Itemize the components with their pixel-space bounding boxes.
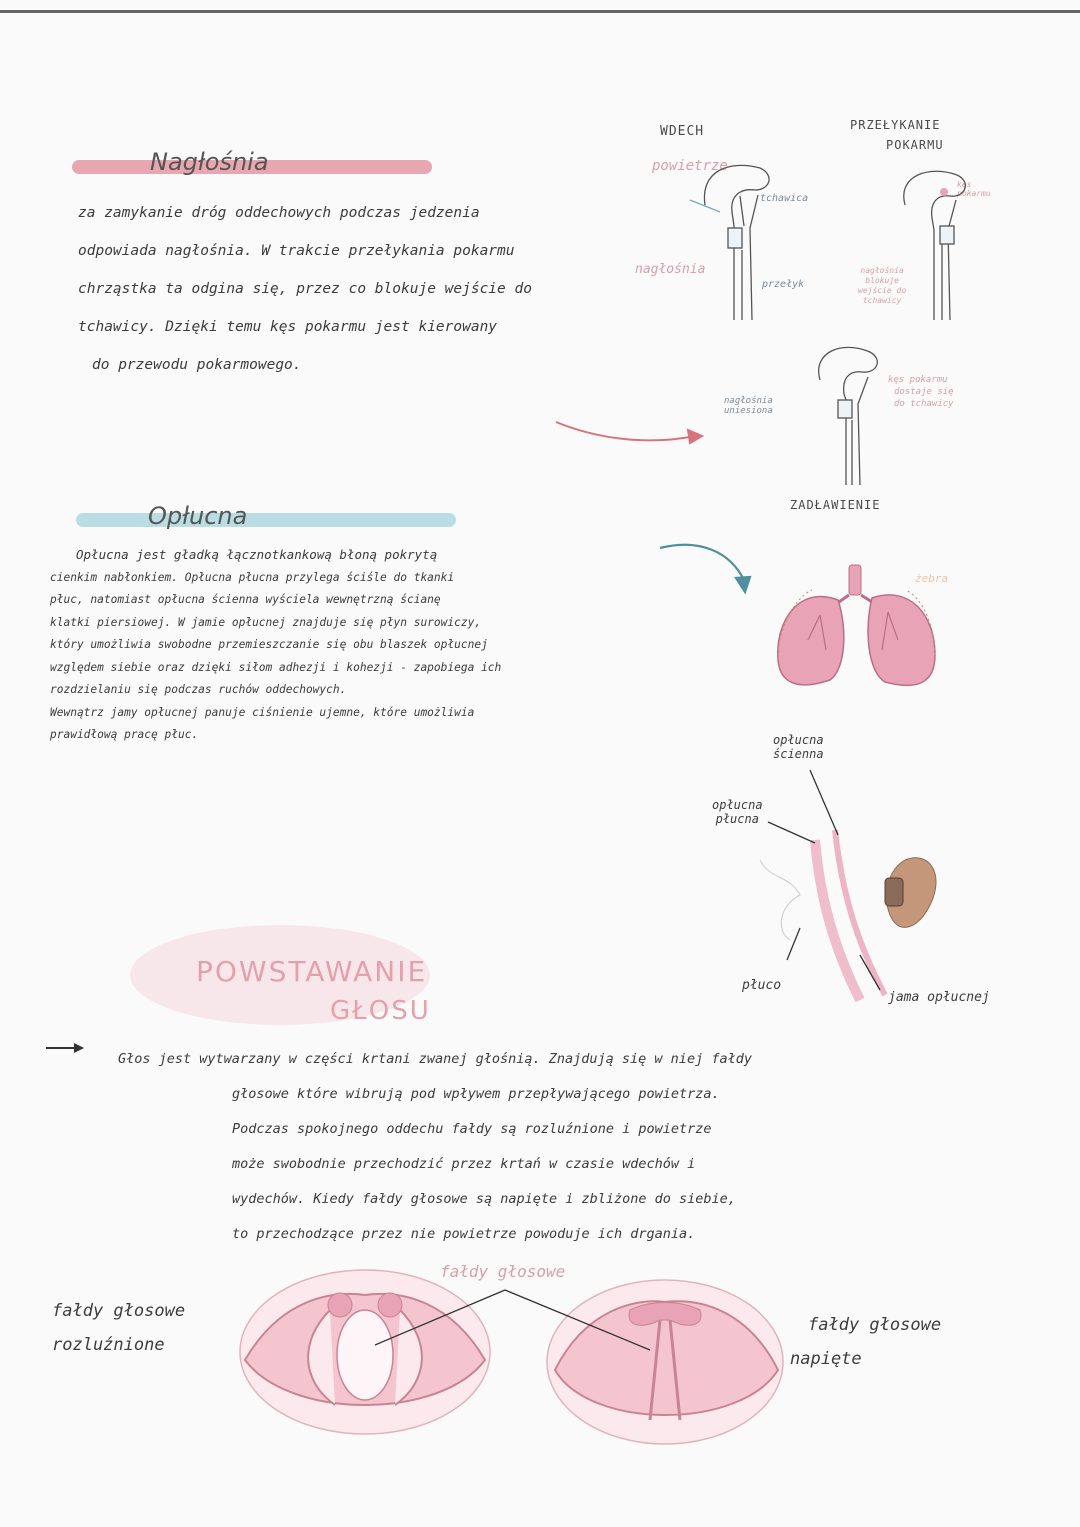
oplucna-line: który umożliwia swobodne przemieszczanie się obu blaszek opłucnej — [50, 638, 488, 651]
naglosnia-title: Nagłośnia — [150, 148, 269, 176]
oplucna-line: rozdzielaniu się podczas ruchów oddechowych. — [50, 683, 347, 696]
label-scienna-line: ścienna — [773, 747, 824, 761]
label-blokuje-line: wejście do — [858, 286, 907, 295]
label-faldy-center: fałdy głosowe — [440, 1262, 566, 1281]
label-blokuje-line: nagłośnia — [860, 266, 904, 275]
label-powietrze: powietrze — [652, 158, 728, 174]
label-napiete-line: napięte — [790, 1349, 862, 1369]
oplucna-line: względem siebie oraz dzięki siłom adhezji i kohezji - zapobiega ich — [50, 660, 502, 674]
glos-line: Głos jest wytwarzany w części krtani zwanej głośnią. Znajdują się w niej fałdy — [118, 1051, 752, 1067]
folds-tense — [547, 1280, 783, 1444]
label-pluco: płuco — [742, 978, 782, 993]
label-plucna-line: opłucna — [712, 798, 763, 812]
label-dostaje-line: kęs pokarmu — [888, 375, 948, 385]
glos-title-line2: GŁOSU — [330, 996, 431, 1026]
wdech-title: WDECH — [660, 124, 705, 139]
label-kes-line: kęs — [957, 180, 972, 189]
label-naglosnia: nagłośnia — [635, 262, 706, 277]
naglosnia-line: odpowiada nagłośnia. W trakcie przełykania pokarmu — [78, 243, 515, 259]
label-rozluznione-line: fałdy głosowe — [52, 1301, 186, 1321]
glos-line: wydechów. Kiedy fałdy głosowe są napięte i zbliżone do siebie, — [232, 1191, 736, 1207]
label-rozluznione-line: rozluźnione — [52, 1335, 165, 1355]
glos-line: to przechodzące przez nie powietrze powoduje ich drgania. — [232, 1226, 696, 1242]
oplucna-line: Opłucna jest gładką łącznotkankową błoną pokrytą — [76, 547, 438, 562]
przelykanie-title-line2: POKARMU — [886, 138, 944, 152]
oplucna-line: klatki piersiowej. W jamie opłucnej znajduje się płyn surowiczy, — [50, 615, 482, 629]
glos-line: Podczas spokojnego oddechu fałdy są rozluźnione i powietrze — [232, 1121, 712, 1137]
naglosnia-line: chrząstka ta odgina się, przez co blokuje wejście do — [78, 281, 532, 297]
label-przelyk: przełyk — [762, 279, 805, 290]
naglosnia-line: za zamykanie dróg oddechowych podczas jedzenia — [78, 205, 480, 221]
naglosnia-line: do przewodu pokarmowego. — [92, 357, 302, 373]
oplucna-line: płuc, natomiast opłucna ścienna wyściela wewnętrzną ścianę — [50, 593, 441, 606]
label-scienna-line: opłucna — [773, 733, 824, 747]
label-jama-oplucnej: jama opłucnej — [888, 990, 990, 1005]
naglosnia-line: tchawicy. Dzięki temu kęs pokarmu jest kierowany — [78, 319, 498, 335]
glos-line: może swobodnie przechodzić przez krtań w czasie wdechów i — [232, 1156, 696, 1172]
label-plucna-line: płucna — [715, 812, 759, 826]
label-blokuje-line: tchawicy — [862, 296, 902, 305]
przelykanie-title-line1: PRZEŁYKANIE — [850, 118, 941, 132]
label-napiete-line: fałdy głosowe — [808, 1315, 942, 1335]
folds-relaxed — [240, 1270, 490, 1434]
oplucna-line: prawidłową pracę płuc. — [50, 728, 199, 741]
glos-title-line1: POWSTAWANIE — [196, 955, 428, 988]
label-kes-line: pokarmu — [957, 189, 991, 198]
oplucna-title: Opłucna — [148, 502, 248, 530]
label-uniesiona-line: nagłośnia — [724, 396, 773, 406]
glos-line: głosowe które wibrują pod wpływem przepływającego powietrza. — [232, 1086, 720, 1102]
label-dostaje-line: dostaje się — [894, 387, 954, 397]
label-blokuje-line: blokuje — [865, 276, 899, 285]
label-dostaje-line: do tchawicy — [894, 399, 954, 409]
label-zebra: żebra — [915, 572, 949, 585]
oplucna-line: cienkim nabłonkiem. Opłucna płucna przylega ściśle do tkanki — [50, 570, 455, 584]
label-tchawica: tchawica — [760, 193, 809, 204]
oplucna-line: Wewnątrz jamy opłucnej panuje ciśnienie ujemne, które umożliwia — [50, 705, 475, 719]
label-uniesiona-line: uniesiona — [724, 406, 773, 416]
zadlawienie-title: ZADŁAWIENIE — [790, 498, 881, 512]
